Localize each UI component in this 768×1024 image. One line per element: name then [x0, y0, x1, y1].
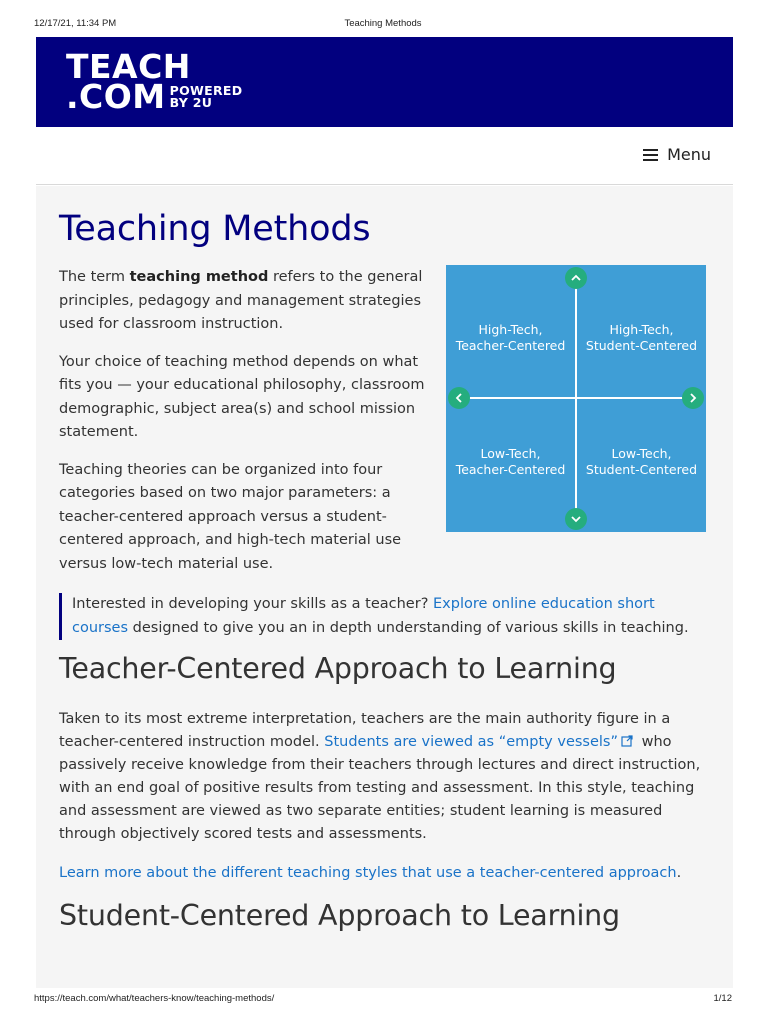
hamburger-icon: [643, 149, 658, 161]
article-content: [36, 186, 733, 988]
teach-com-logo[interactable]: [66, 47, 243, 116]
logo-powered-line2: BY 2U: [169, 95, 213, 110]
external-link-icon: [621, 735, 633, 747]
chevron-left-icon: [448, 387, 470, 409]
logo-powered-line1: POWERED: [169, 82, 243, 98]
print-url: https://teach.com/what/teachers-know/teaching-methods/: [34, 993, 275, 1004]
horizontal-axis: [458, 397, 694, 399]
nav-bar: [36, 128, 733, 185]
logo-powered-by: [169, 82, 243, 110]
term-teaching-method: teaching method: [129, 269, 269, 285]
menu-label: Menu: [667, 145, 711, 164]
print-footer: [34, 993, 732, 1007]
print-page-number: 1/12: [713, 993, 732, 1004]
teacher-centered-styles-paragraph: Learn more about the different teaching styles that use a teacher-centered approach.: [59, 865, 682, 881]
intro-text: [59, 266, 444, 590]
page-title: Teaching Methods: [59, 209, 371, 249]
quadrant-top-left: High-Tech, Teacher-Centered: [455, 322, 566, 353]
chevron-up-icon: [565, 267, 587, 289]
empty-vessels-link[interactable]: Students are viewed as “empty vessels”: [324, 734, 637, 750]
chevron-right-icon: [682, 387, 704, 409]
teaching-methods-quadrant-diagram: [446, 265, 706, 532]
logo-line2: .COM: [66, 77, 166, 116]
print-doc-title: Teaching Methods: [344, 18, 422, 29]
print-datetime: 12/17/21, 11:34 PM: [34, 18, 117, 29]
section-heading-teacher-centered: Teacher-Centered Approach to Learning: [59, 652, 617, 685]
logo-line1: TEACH: [66, 47, 191, 86]
teacher-centered-styles-link[interactable]: Learn more about the different teaching styles that use a teacher-centered approach: [59, 865, 677, 881]
print-header: [34, 18, 732, 32]
quadrant-top-right: High-Tech, Student-Centered: [585, 322, 698, 353]
online-courses-link[interactable]: Explore online education short courses: [72, 596, 655, 636]
teacher-centered-paragraph: Taken to its most extreme interpretation, teachers are the main authority figure in a teacher-centered instruction model. Students are viewed as “empty vessels” who passively receive knowledge from their teachers through lectures and direct instruction, with an end goal of positive results from testing and assessment. In this style, teaching and assessment are viewed as two separate entities; student learning is measured through objectively scored tests and assessments.: [59, 711, 701, 842]
quadrant-bottom-left: Low-Tech, Teacher-Centered: [455, 446, 566, 477]
courses-callout: Interested in developing your skills as a teacher? Explore online education short courses designed to give you an in depth understanding of various skills in teaching.: [59, 593, 709, 640]
site-banner: [36, 37, 733, 127]
intro-paragraph-3: Teaching theories can be organized into four categories based on two major parameters: a teacher-centered approach versus a student-centered approach, and high-tech material use versus low-tech material use.: [59, 461, 402, 572]
section-heading-student-centered: Student-Centered Approach to Learning: [59, 899, 620, 932]
intro-paragraph-2: Your choice of teaching method depends on what fits you — your educational philosophy, classroom demographic, subject area(s) and school mission statement.: [59, 353, 425, 440]
chevron-down-icon: [565, 508, 587, 530]
intro-paragraph-1: The term teaching method refers to the general principles, pedagogy and management strategies used for classroom instruction.: [59, 269, 423, 332]
menu-button[interactable]: [643, 145, 711, 164]
quadrant-bottom-right: Low-Tech, Student-Centered: [585, 446, 698, 477]
